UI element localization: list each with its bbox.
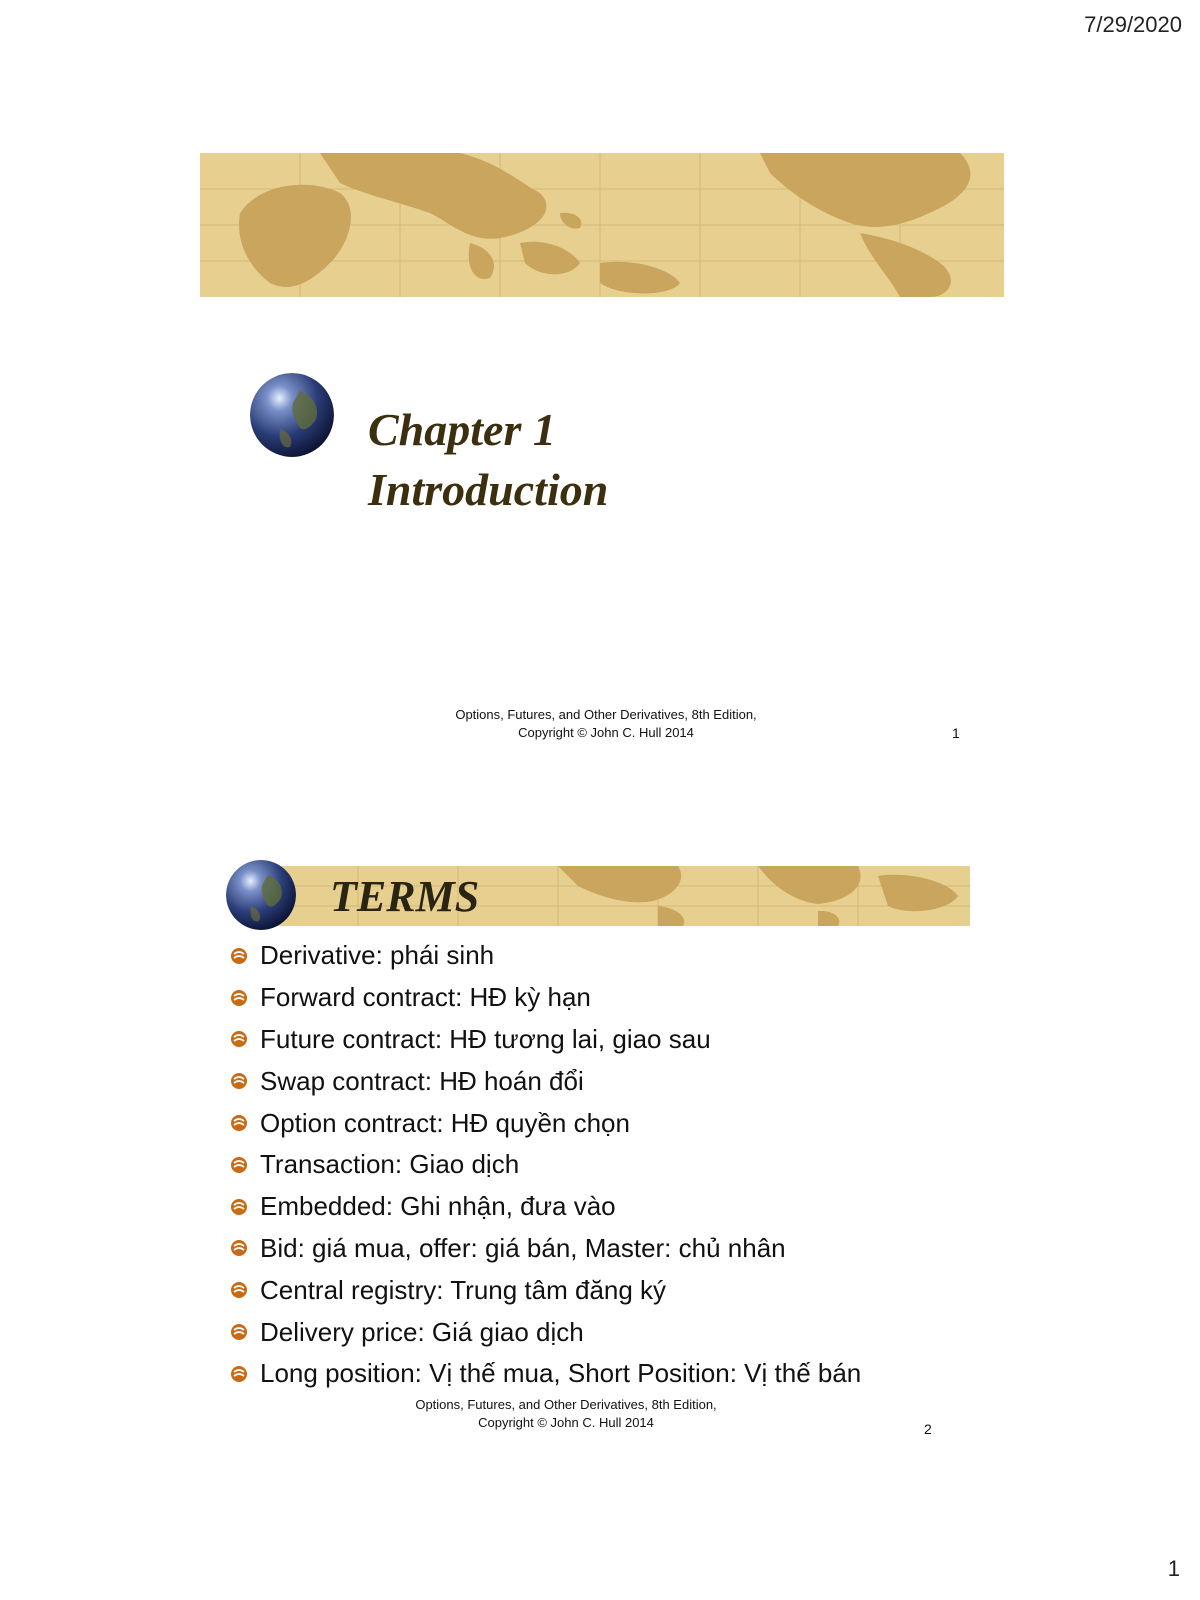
- slide-1-number: 1: [952, 725, 960, 741]
- slide-2-footer: [340, 1396, 792, 1432]
- bullet-icon: [230, 1030, 248, 1048]
- world-map-banner: [200, 153, 1004, 297]
- slide-1-footer: [380, 706, 832, 742]
- term-item: [230, 977, 861, 1019]
- term-text: Central registry: Trung tâm đăng ký: [260, 1274, 667, 1305]
- page-number: 1: [1167, 1556, 1180, 1581]
- bullet-icon: [230, 1156, 248, 1174]
- bullet-icon: [230, 1365, 248, 1383]
- term-text: Swap contract: HĐ hoán đổi: [260, 1065, 584, 1096]
- terms-title: TERMS: [330, 872, 480, 921]
- footer-line2: Copyright © John C. Hull 2014: [518, 725, 694, 740]
- bullet-icon: [230, 1114, 248, 1132]
- term-text: Embedded: Ghi nhận, đưa vào: [260, 1191, 616, 1222]
- bullet-icon: [230, 1239, 248, 1257]
- term-item: [230, 1186, 861, 1228]
- term-item: [230, 1060, 861, 1102]
- bullet-icon: [230, 947, 248, 965]
- chapter-title: [368, 400, 608, 520]
- term-text: Long position: Vị thế mua, Short Position: Vị thế bán: [260, 1358, 862, 1389]
- term-item: [230, 935, 861, 977]
- globe-icon-terms: [226, 860, 296, 930]
- term-item: [230, 1228, 861, 1270]
- chapter-title-line1: Chapter 1: [368, 404, 556, 455]
- term-text: Bid: giá mua, offer: giá bán, Master: chủ nhân: [260, 1232, 786, 1263]
- slide-1: [0, 0, 1200, 790]
- page-date: 7/29/2020: [1084, 12, 1182, 37]
- bullet-icon: [230, 1323, 248, 1341]
- term-text: Future contract: HĐ tương lai, giao sau: [260, 1023, 711, 1054]
- term-text: Derivative: phái sinh: [260, 940, 495, 971]
- term-text: Option contract: HĐ quyền chọn: [260, 1107, 630, 1138]
- chapter-title-line2: Introduction: [368, 464, 609, 515]
- term-item: [230, 1353, 861, 1395]
- terms-list: [230, 935, 861, 1395]
- footer-line2: Copyright © John C. Hull 2014: [478, 1415, 654, 1430]
- bullet-icon: [230, 1072, 248, 1090]
- bullet-icon: [230, 989, 248, 1007]
- term-text: Delivery price: Giá giao dịch: [260, 1316, 584, 1347]
- bullet-icon: [230, 1198, 248, 1216]
- term-item: [230, 1269, 861, 1311]
- globe-icon: [250, 373, 334, 457]
- footer-line1: Options, Futures, and Other Derivatives, 8th Edition,: [415, 1397, 717, 1412]
- term-item: [230, 1144, 861, 1186]
- term-text: Transaction: Giao dịch: [260, 1149, 520, 1180]
- term-item: [230, 1311, 861, 1353]
- bullet-icon: [230, 1281, 248, 1299]
- footer-line1: Options, Futures, and Other Derivatives, 8th Edition,: [455, 707, 757, 722]
- slide-2-number: 2: [924, 1421, 932, 1437]
- term-item: [230, 1019, 861, 1061]
- term-text: Forward contract: HĐ kỳ hạn: [260, 982, 591, 1013]
- term-item: [230, 1102, 861, 1144]
